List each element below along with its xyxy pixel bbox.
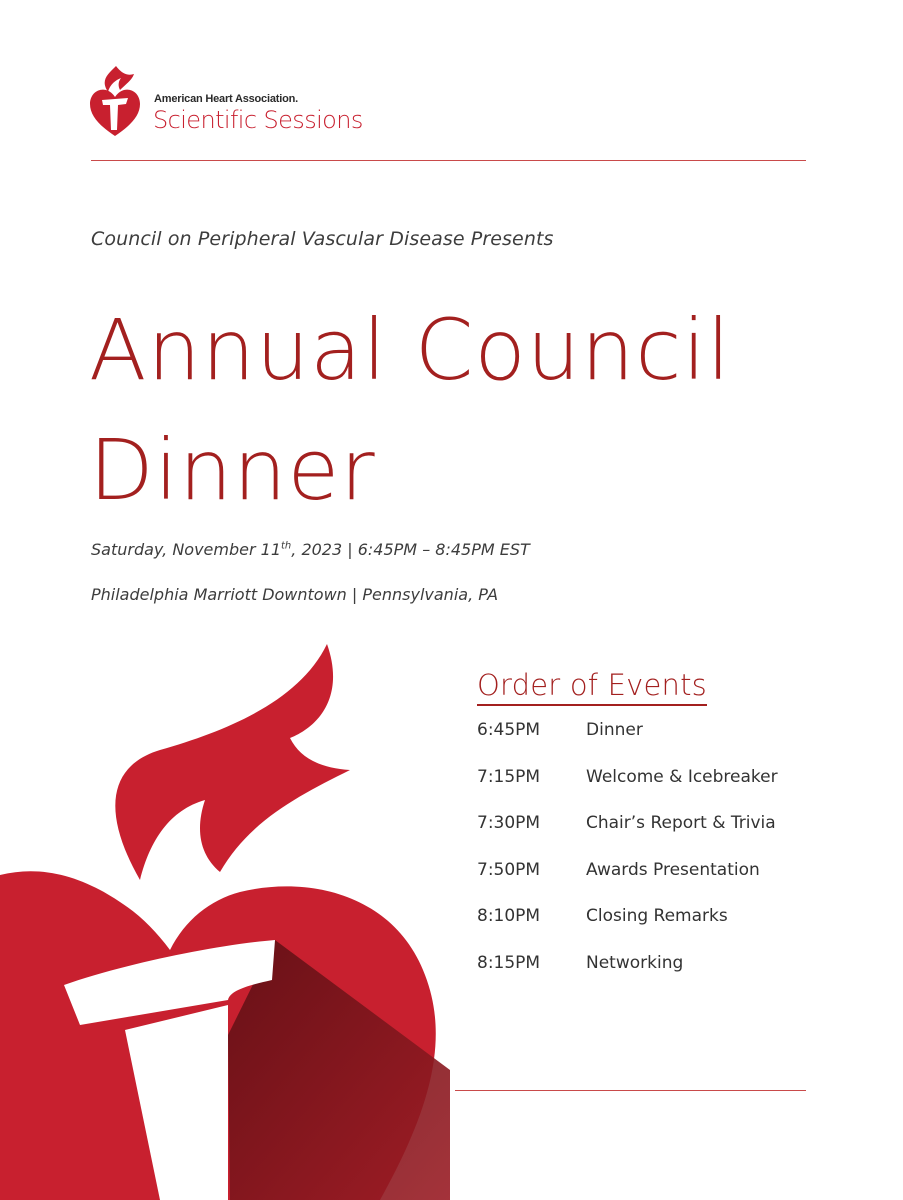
list-item <box>477 906 817 953</box>
event-name: Closing Remarks <box>586 906 728 926</box>
heart-torch-graphic <box>0 640 450 1200</box>
title-line-1: Annual Council <box>89 301 732 399</box>
list-item <box>477 813 817 860</box>
event-series-name: Scientific Sessions <box>153 106 363 134</box>
event-time: 7:30PM <box>477 813 541 833</box>
event-name: Dinner <box>586 720 643 740</box>
list-item <box>477 953 817 1000</box>
page-title <box>89 290 849 530</box>
event-time: 8:15PM <box>477 952 541 973</box>
list-item <box>477 767 817 814</box>
heart-torch-icon <box>88 66 146 138</box>
event-name: Networking <box>586 952 684 973</box>
event-time: 6:45PM <box>477 720 541 740</box>
order-of-events-list <box>477 720 817 999</box>
event-time: 8:10PM <box>477 906 541 926</box>
title-line-2: Dinner <box>89 421 376 519</box>
bottom-divider <box>455 1090 806 1091</box>
presenter-line: Council on Peripheral Vascular Disease Presents <box>91 228 554 250</box>
organization-name: American Heart Association. <box>154 93 298 105</box>
date-suffix: th <box>281 540 292 552</box>
event-name: Chair’s Report & Trivia <box>586 813 776 833</box>
date-prefix: Saturday, November 11 <box>91 540 281 559</box>
order-of-events-heading: Order of Events <box>477 666 707 706</box>
top-divider <box>91 160 806 161</box>
event-venue: Philadelphia Marriott Downtown | Pennsylvania, PA <box>91 585 499 604</box>
list-item <box>477 860 817 907</box>
date-time-range: , 2023 | 6:45PM – 8:45PM EST <box>291 540 530 559</box>
aha-logo <box>88 66 388 138</box>
event-name: Awards Presentation <box>586 859 760 880</box>
list-item <box>477 720 817 767</box>
event-name: Welcome & Icebreaker <box>586 766 778 787</box>
event-date <box>91 540 530 559</box>
event-time: 7:15PM <box>477 766 541 787</box>
event-time: 7:50PM <box>477 859 541 880</box>
